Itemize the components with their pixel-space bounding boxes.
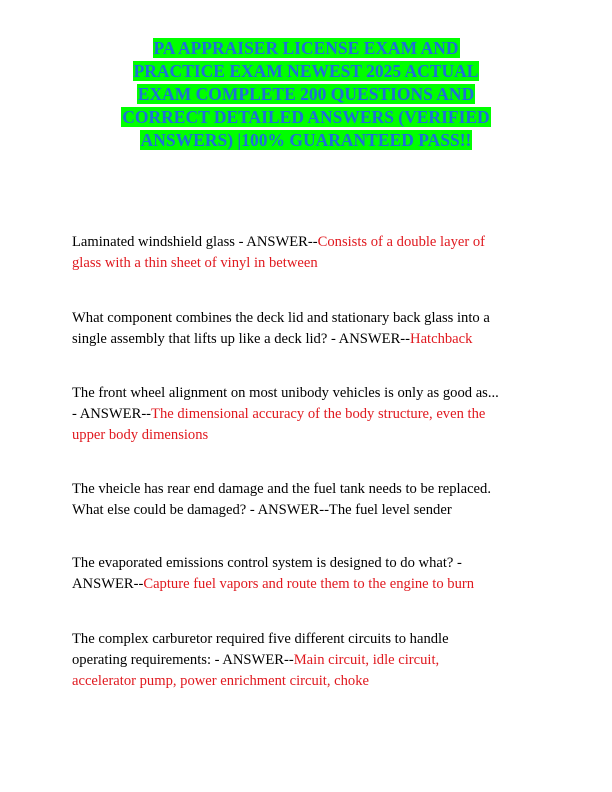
question-text: ANSWER-- bbox=[72, 576, 144, 592]
question-text: Laminated windshield glass - ANSWER-- bbox=[72, 234, 318, 250]
document-title bbox=[72, 37, 540, 152]
answer-text: Main circuit, idle circuit, bbox=[293, 652, 440, 668]
qa-item bbox=[72, 308, 540, 350]
qa-item bbox=[72, 553, 540, 595]
question-text: - ANSWER-- bbox=[72, 406, 152, 422]
question-text: What else could be damaged? - ANSWER--The fuel level sender bbox=[72, 502, 452, 518]
answer-text: The dimensional accuracy of the body structure, even the bbox=[151, 406, 486, 422]
question-text: The vheicle has rear end damage and the fuel tank needs to be replaced. bbox=[72, 481, 491, 497]
question-text: The evaporated emissions control system is designed to do what? - bbox=[72, 555, 462, 571]
qa-item bbox=[72, 383, 540, 446]
question-text: What component combines the deck lid and stationary back glass into a bbox=[72, 310, 490, 326]
answer-text: Consists of a double layer of bbox=[317, 234, 486, 250]
answer-text: Hatchback bbox=[410, 331, 473, 347]
title-line: EXAM COMPLETE 200 QUESTIONS AND bbox=[137, 84, 475, 104]
qa-item bbox=[72, 479, 540, 521]
title-line: ANSWERS) |100% GUARANTEED PASS!! bbox=[140, 130, 472, 150]
qa-item bbox=[72, 629, 540, 692]
question-text: The front wheel alignment on most unibody vehicles is only as good as... bbox=[72, 385, 499, 401]
title-line: CORRECT DETAILED ANSWERS (VERIFIED bbox=[122, 107, 490, 127]
answer-text: accelerator pump, power enrichment circuit, choke bbox=[72, 673, 370, 689]
answer-text: upper body dimensions bbox=[72, 427, 209, 443]
answer-text: glass with a thin sheet of vinyl in between bbox=[72, 255, 318, 271]
question-text: single assembly that lifts up like a deck lid? - ANSWER-- bbox=[72, 331, 411, 347]
question-text: operating requirements: - ANSWER-- bbox=[72, 652, 294, 668]
question-text: The complex carburetor required five different circuits to handle bbox=[72, 631, 449, 647]
title-line: PA APPRAISER LICENSE EXAM AND bbox=[153, 38, 459, 58]
answer-text: Capture fuel vapors and route them to the engine to burn bbox=[143, 576, 475, 592]
qa-item bbox=[72, 232, 540, 274]
title-line: PRACTICE EXAM NEWEST 2025 ACTUAL bbox=[133, 61, 479, 81]
